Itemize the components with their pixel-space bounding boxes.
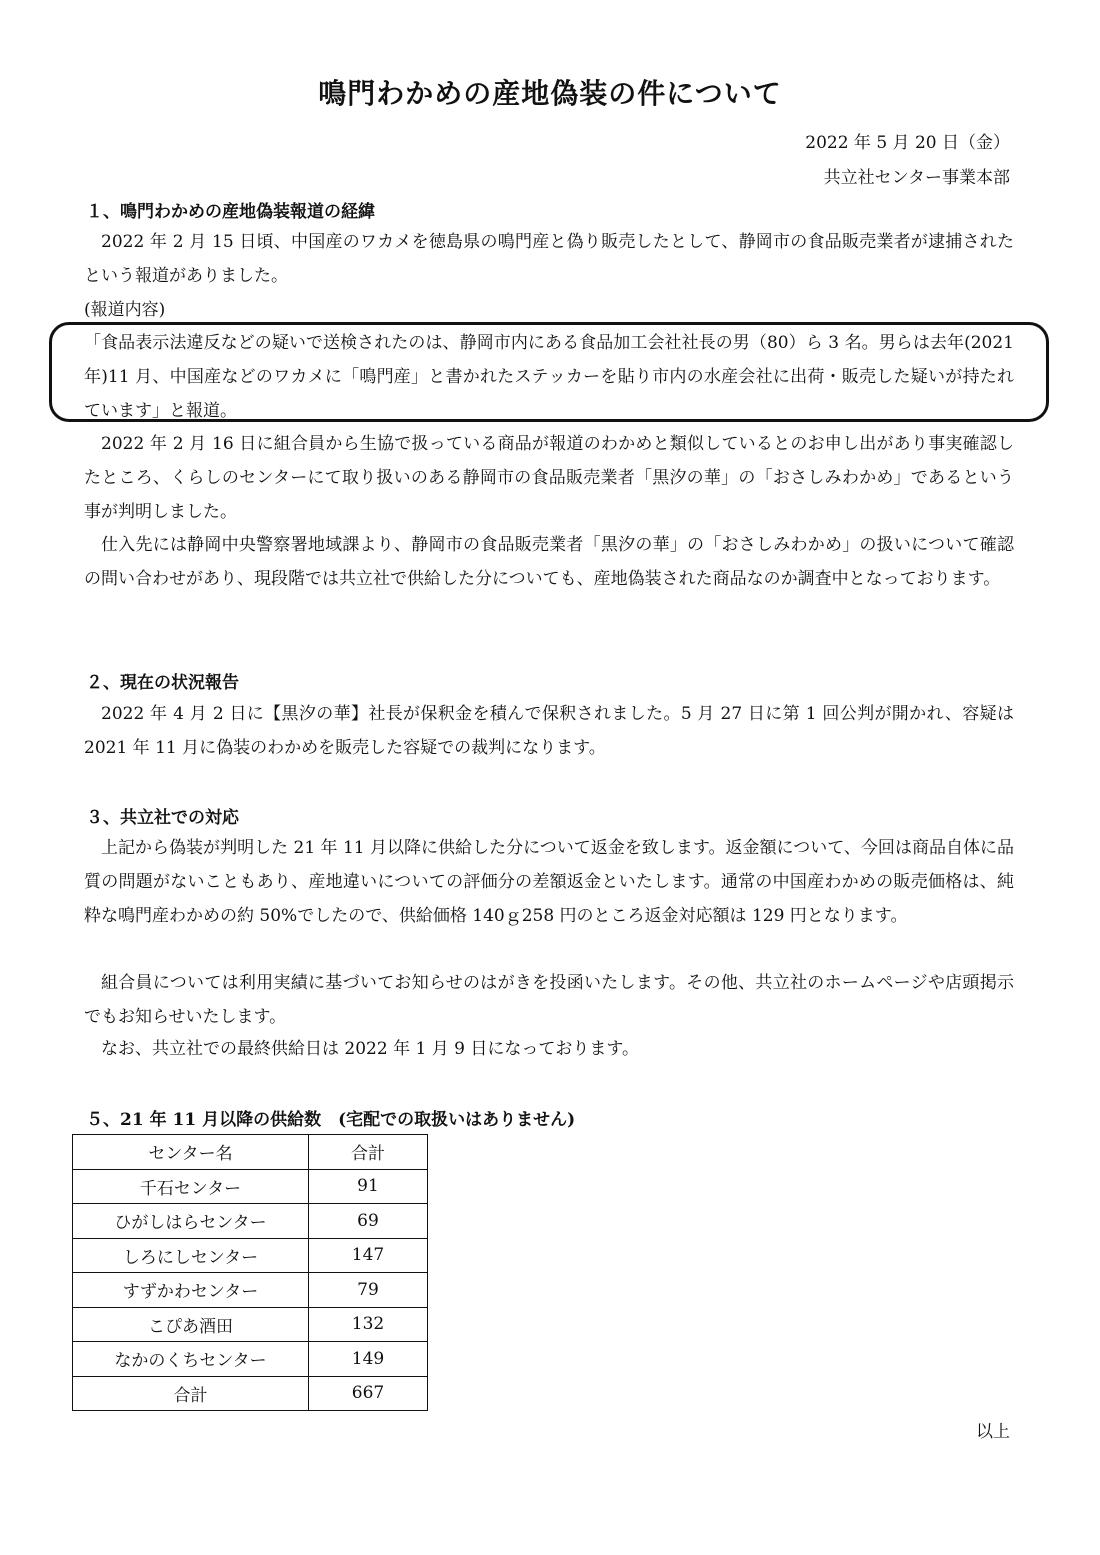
table-row <box>73 1169 428 1204</box>
center-name-cell: こぴあ酒田 <box>73 1307 309 1342</box>
count-cell: 132 <box>309 1307 428 1342</box>
count-cell: 147 <box>309 1238 428 1273</box>
report-label: (報道内容) <box>84 300 166 320</box>
count-cell: 79 <box>309 1273 428 1308</box>
section-3-paragraph-2: 組合員については利用実績に基づいてお知らせのはがきを投函いたします。その他、共立社のホームページや店頭掲示でもお知らせいたします。 <box>84 973 1014 1027</box>
column-header-total: 合計 <box>309 1135 428 1170</box>
section-3-paragraph-1: 上記から偽装が判明した 21 年 11 月以降に供給した分について返金を致します。返金額について、今回は商品自体に品質の問題がないこともあり、産地違いについての評価分の差額返金といたします。通常の中国産わかめの販売価格は、純粋な鳴門産わかめの約 50%でしたので、供給価格 140ｇ258 円のところ返金対応額は 129 円となります。 <box>84 838 1014 926</box>
table-row <box>73 1273 428 1308</box>
total-count-cell: 667 <box>309 1376 428 1411</box>
document-author: 共立社センター事業本部 <box>823 168 1010 188</box>
document-title: 鳴門わかめの産地偽装の件について <box>318 77 782 110</box>
section-3-paragraph-3: なお、共立社での最終供給日は 2022 年 1 月 9 日になっております。 <box>101 1039 639 1059</box>
center-name-cell: しろにしセンター <box>73 1238 309 1273</box>
table-row <box>73 1342 428 1377</box>
center-name-cell: なかのくちセンター <box>73 1342 309 1377</box>
section-2-paragraph-1: 2022 年 4 月 2 日に【黒汐の華】社長が保釈金を積んで保釈されました。5 月 27 日に第 1 回公判が開かれ、容疑は 2021 年 11 月に偽装のわかめを販売した容疑での裁判になります。 <box>84 704 1014 758</box>
table-row <box>73 1238 428 1273</box>
section-5-heading: ５、21 年 11 月以降の供給数 (宅配での取扱いはありません) <box>86 1110 576 1130</box>
section-1-heading: １、鳴門わかめの産地偽装報道の経緯 <box>86 202 375 222</box>
column-header-center-name: センター名 <box>73 1135 309 1170</box>
center-name-cell: ひがしはらセンター <box>73 1204 309 1239</box>
table-row <box>73 1204 428 1239</box>
count-cell: 149 <box>309 1342 428 1377</box>
table-row <box>73 1307 428 1342</box>
table-header-row <box>73 1135 428 1170</box>
document-date: 2022 年 5 月 20 日（金） <box>805 133 1010 153</box>
table-total-row <box>73 1376 428 1411</box>
section-1-paragraph-1: 2022 年 2 月 15 日頃、中国産のワカメを徳島県の鳴門産と偽り販売したとして、静岡市の食品販売業者が逮捕されたという報道がありました。 <box>84 232 1014 286</box>
count-cell: 69 <box>309 1204 428 1239</box>
supply-table <box>72 1134 428 1411</box>
section-2-heading: ２、現在の状況報告 <box>86 673 239 693</box>
section-1-paragraph-2: 2022 年 2 月 16 日に組合員から生協で扱っている商品が報道のわかめと類似しているとのお申し出があり事実確認したところ、くらしのセンターにて取り扱いのある静岡市の食品販売業者「黒汐の華」の「おさしみわかめ」であるという事が判明しました。 <box>84 434 1014 522</box>
total-label-cell: 合計 <box>73 1376 309 1411</box>
closing-remark: 以上 <box>976 1422 1010 1442</box>
center-name-cell: 千石センター <box>73 1169 309 1204</box>
report-quote: 「食品表示法違反などの疑いで送検されたのは、静岡市内にある食品加工会社社長の男（80）ら 3 名。男らは去年(2021 年)11 月、中国産などのワカメに「鳴門産」と書かれたステッカーを貼り市内の水産会社に出荷・販売した疑いが持たれています」と報道。 <box>84 333 1014 421</box>
count-cell: 91 <box>309 1169 428 1204</box>
section-1-paragraph-3: 仕入先には静岡中央警察署地域課より、静岡市の食品販売業者「黒汐の華」の「おさしみわかめ」の扱いについて確認の問い合わせがあり、現段階では共立社で供給した分についても、産地偽装された商品なのか調査中となっております。 <box>84 535 1014 589</box>
section-3-heading: ３、共立社での対応 <box>86 808 239 828</box>
center-name-cell: すずかわセンター <box>73 1273 309 1308</box>
